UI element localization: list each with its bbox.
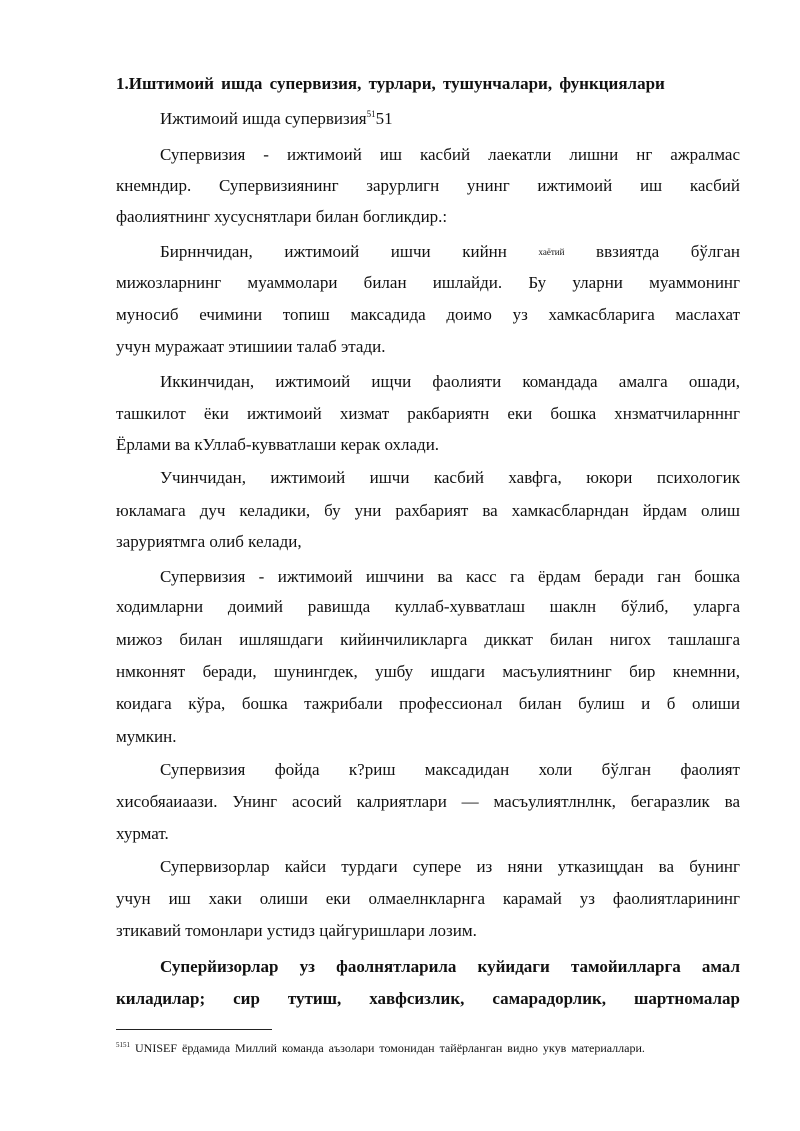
subheading-suffix: 51 — [375, 109, 393, 128]
paragraph-2-line-1 — [160, 241, 740, 263]
section-heading: 1.Иштимоий ишда супервизия, турлари, тушунчалари, функциялари — [116, 74, 665, 93]
paragraph-2-small-word: хаётий — [538, 247, 565, 257]
paragraph-5-line-1: Супервизия - ижтимоий ишчини ва касс га ёрдам беради ган бошка — [160, 567, 740, 586]
paragraph-5-line-2: ходимларни доимий равишда куллаб-хувватлаш шаклн бўлиб, уларга — [116, 597, 740, 616]
subheading — [160, 108, 740, 130]
paragraph-1-line-3: фаолиятнинг хусуснятлари билан богликдир.: — [116, 207, 448, 226]
paragraph-2-line-4: учун муражаат этишиии талаб этади. — [116, 337, 386, 356]
paragraph-8-line-2: киладилар; сир тутиш, хавфсизлик, самарадорлик, шартномалар — [116, 989, 740, 1008]
paragraph-4-line-1: Учинчидан, ижтимоий ишчи касбий хавфга, юкори психологик — [160, 468, 740, 487]
footnote-divider — [116, 1029, 272, 1030]
paragraph-2-text-b: ввзиятда бўлган — [596, 242, 740, 261]
paragraph-5-line-3: мижоз билан ишляшдаги кийинчиликларга диккат билан нигох ташлашга — [116, 630, 740, 649]
paragraph-7-line-3: зтикавий томонлари устидз цайгуришлари лозим. — [116, 921, 477, 940]
paragraph-8-line-1: Суперйизорлар уз фаолнятларила куйидаги тамойилларга амал — [160, 957, 740, 976]
footnote-ref[interactable]: 51 — [366, 109, 376, 119]
paragraph-4-line-3: заруриятмга олиб келади, — [116, 532, 302, 551]
paragraph-7-line-2: учун иш хаки олиши еки олмаелнкларнга карамай уз фаолиятларининг — [116, 889, 740, 908]
footnote-text: UNISEF ёрдамида Миллий команда аъзолари томонидан тайёрланган видно укув материаллари. — [135, 1041, 645, 1055]
paragraph-2-text-a: Бирннчидан, ижтимоий ишчи кийнн — [160, 242, 507, 261]
paragraph-1-line-1: Супервизия - ижтимоий иш касбий лаекатли лишни нг ажралмас — [160, 145, 740, 164]
paragraph-3-line-1: Иккинчидан, ижтимоий ищчи фаолияти командада амалга ошади, — [160, 372, 740, 391]
paragraph-4-line-2: юкламага дуч келадики, бу уни рахбарият ва хамкасбларндан йрдам олиш — [116, 501, 740, 520]
paragraph-5-line-4: нмконнят беради, шунингдек, ушбу ишдаги масъулиятнинг бир кнемнни, — [116, 662, 740, 681]
paragraph-6-line-3: хурмат. — [116, 824, 169, 843]
paragraph-7-line-1: Супервизорлар кайси турдаги супере из няни утказищдан ва бунинг — [160, 857, 740, 876]
footnote-number: 5151 — [116, 1041, 130, 1049]
subheading-text: Ижтимоий ишда супервизия — [160, 109, 367, 128]
paragraph-2-line-3: муносиб ечимини топиш максадида доимо уз хамкасбларига маслахат — [116, 305, 740, 324]
paragraph-6-line-1: Супервизия фойда к?риш максадидан холи бўлган фаолият — [160, 760, 740, 779]
paragraph-3-line-2: ташкилот ёки ижтимоий хизмат ракбариятн еки бошка хнзматчиларнннг — [116, 404, 740, 423]
paragraph-3-line-3: Ёрлами ва кУллаб-кувватлаши керак охлади. — [116, 435, 440, 454]
paragraph-6-line-2: хисобяаиаази. Унинг асосий калриятлари — масъулиятлнлнк, бегаразлик ва — [116, 792, 740, 811]
paragraph-2-line-2: мижозларнинг муаммолари билан ишлайди. Бу уларни муаммонинг — [116, 273, 740, 292]
paragraph-5-line-5: коидага кўра, бошка тажрибали профессионал билан булиш и б олиши — [116, 694, 740, 713]
paragraph-5-line-6: мумкин. — [116, 727, 177, 746]
footnote — [116, 1040, 736, 1056]
paragraph-1-line-2: кнемндир. Супервизиянинг зарурлигн унинг ижтимоий иш касбий — [116, 176, 740, 195]
